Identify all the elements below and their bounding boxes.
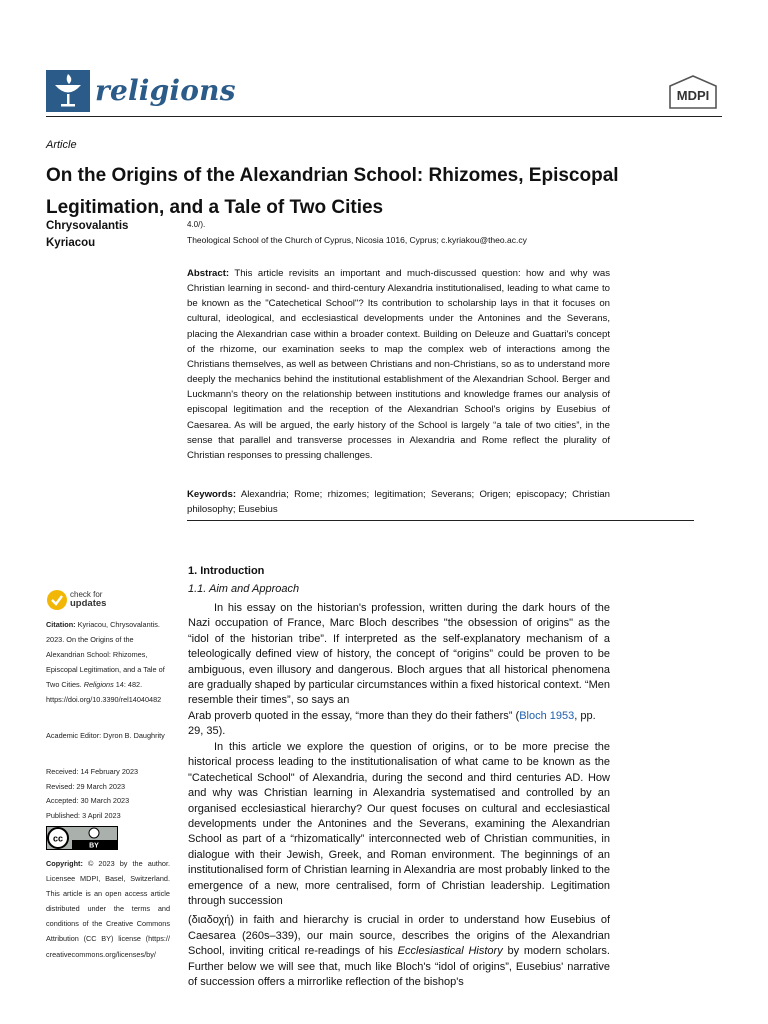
date-published: Published: 3 April 2023 bbox=[46, 810, 121, 820]
citation-block bbox=[46, 617, 170, 708]
header-divider bbox=[46, 116, 722, 117]
copyright-block bbox=[46, 856, 170, 962]
author-line-1: Chrysovalantis bbox=[46, 220, 129, 232]
paragraph-1-tail: , pp. 29, 35). bbox=[188, 709, 596, 738]
cc-by-license-badge[interactable] bbox=[46, 826, 118, 850]
citation-label: Citation: bbox=[46, 620, 76, 629]
abstract-label: Abstract: bbox=[187, 268, 230, 279]
citation-text-a: Kyriacou, Chrysovalantis. 2023. On the Origins of the Alexandrian School: Rhizomes, Episcopal Legitimation, and a Tale of Two Cities. bbox=[46, 620, 165, 690]
publisher-name: MDPI bbox=[676, 88, 710, 103]
author-affiliation: Theological School of the Church of Cyprus, Nicosia 1016, Cyprus; c.kyriakou@theo.ac.cy bbox=[187, 235, 527, 245]
date-received: Received: 14 February 2023 bbox=[46, 767, 139, 776]
journal-name: religions bbox=[95, 74, 236, 107]
paragraph-1-end bbox=[188, 709, 610, 740]
body-paragraph-1 bbox=[188, 601, 610, 740]
eusebius-work-title: Ecclesiastical History bbox=[397, 945, 503, 958]
paragraph-2-text: (διαδοχή) in faith and hierarchy is crucial in order to understand how Eusebius of Caesarea (260s–339), our main source, describes the origins of the Alexandrian School, inviting critical re-readings of his bbox=[188, 914, 610, 958]
article-title: On the Origins of the Alexandrian School: Rhizomes, Episcopal Legitimation, and a Tale of Two Cities bbox=[46, 165, 619, 218]
paragraph-2-tail: by modern scholars. Further below we will see that, much like Bloch's “idol of origins”, Eusebius' narrative of succession offers a mirrorlike reflection of the bishop's bbox=[188, 945, 610, 989]
author-name[interactable] bbox=[46, 218, 176, 252]
journal-logo bbox=[46, 70, 90, 112]
section-heading: 1. Introduction bbox=[188, 565, 265, 577]
chalice-icon bbox=[46, 70, 90, 112]
check-updates-line-1: check for bbox=[70, 590, 103, 599]
check-updates-line-2: updates bbox=[70, 598, 107, 609]
body-paragraph-2 bbox=[188, 740, 610, 991]
citation-text-b[interactable]: 14: 482. https://doi.org/10.3390/rel14040482 bbox=[46, 680, 162, 705]
academic-editor: Academic Editor: Dyron B. Daughrity bbox=[46, 731, 165, 740]
copyright-text: © 2023 by the author. Licensee MDPI, Basel, Switzerland. This article is an open access article distributed under the terms and conditions of the Creative Commons Attribution (CC BY) license (https:// creativecommons.org/licenses/by/ bbox=[46, 859, 171, 959]
paragraph-1-main: In his essay on the historian's profession, written during the dark hours of the Nazi occupation of France, Marc Bloch describes "the obsession of origins" as the “idol of the historian tribe”. If interpreted as the self-explanatory mechanism of a teleologically defined view of history, the concept of “origins” could be proven to be ambiguous, even illusory and dangerous. Bloch argues that all historical phenomena are gradually shaped by particular circumstances within a fixed historical context. “Men resemble their times”, so says an bbox=[188, 602, 610, 707]
subsection-heading: 1.1. Aim and Approach bbox=[188, 583, 300, 595]
cc-label: cc bbox=[52, 833, 64, 844]
reference-link-bloch[interactable]: Bloch 1953 bbox=[519, 709, 575, 722]
check-for-updates-button[interactable] bbox=[46, 589, 68, 616]
copyright-label: Copyright: bbox=[46, 859, 83, 868]
date-accepted: Accepted: 30 March 2023 bbox=[46, 796, 130, 806]
publication-dates bbox=[46, 765, 170, 823]
check-updates-icon bbox=[46, 589, 68, 611]
abstract bbox=[187, 266, 610, 463]
by-label: BY bbox=[89, 842, 99, 850]
paragraph-1-text: Arab proverb quoted in the essay, “more than they do their fathers” ( bbox=[188, 709, 520, 722]
author-line-2: Kyriacou bbox=[46, 237, 96, 249]
affiliation-fragment: 4.0/). bbox=[187, 220, 206, 229]
abstract-text: This article revisits an important and much-discussed question: how and why was Christian learning in second- and third-century Alexandria institutionalised, leading to what came to be known as the "Catechetical School"? Its contribution to scholarship lays in that it focuses on cultural, ideological, and ecclesiastical developments under the Antonines and the Severans, placing the Alexandrian case within a broader context. Building on Deleuze and Guattari's concept of the rhizome, our examination seeks to map the complex web of interactions among the Christians themselves, as well as between Christians and non-Christians, so as to understand more deeply the mechanics behind the institutional establishment of the Alexandrian School. Berger and Luckmann's theory on the relationship between institutions and knowledge frames our analysis of episcopal legitimation and the reception of the Alexandrian School's origins by Eusebius of Caesarea. As will be argued, the early history of the School is largely “a tale of two cities”, in the sense that parallel and transverse processes in Alexandria and Rome reflect the plurality of Christian responses to pressing challenges. bbox=[187, 268, 610, 461]
article-type: Article bbox=[46, 139, 77, 151]
keywords bbox=[187, 487, 610, 517]
date-revised: Revised: 29 March 2023 bbox=[46, 781, 126, 791]
citation-journal: Religions bbox=[83, 680, 114, 690]
abstract-divider bbox=[187, 520, 694, 521]
publisher-logo bbox=[664, 74, 722, 112]
paragraph-2-continued bbox=[188, 913, 610, 990]
paragraph-2-main: In this article we explore the question of origins, or to be more precise the historical process leading to the institutionalisation of what came to be known as the "Catechetical School" of Alexandria, during the second and third centuries AD. How and why was Christian learning in Alexandria systematised and controlled by an organised ecclesiastical hierarchy? Our quest focuses on cultural and ecclesiastical developments under the Antonines and the Severans, examining the Alexandrian School as part of a “rhizomatically” interconnected web of Christian communities, in dialogue with their Jewish, Greek, and Roman environment. The beginnings of an institutionalised form of Christian learning in Alexandria are most probably linked to the emergence of a new, more centralised, form of Christian leadership. Legitimation through succession bbox=[188, 741, 610, 908]
keywords-text: Alexandria; Rome; rhizomes; legitimation; Severans; Origen; episcopacy; Christian philosophy; Eusebius bbox=[187, 489, 610, 515]
keywords-label: Keywords: bbox=[187, 489, 237, 500]
